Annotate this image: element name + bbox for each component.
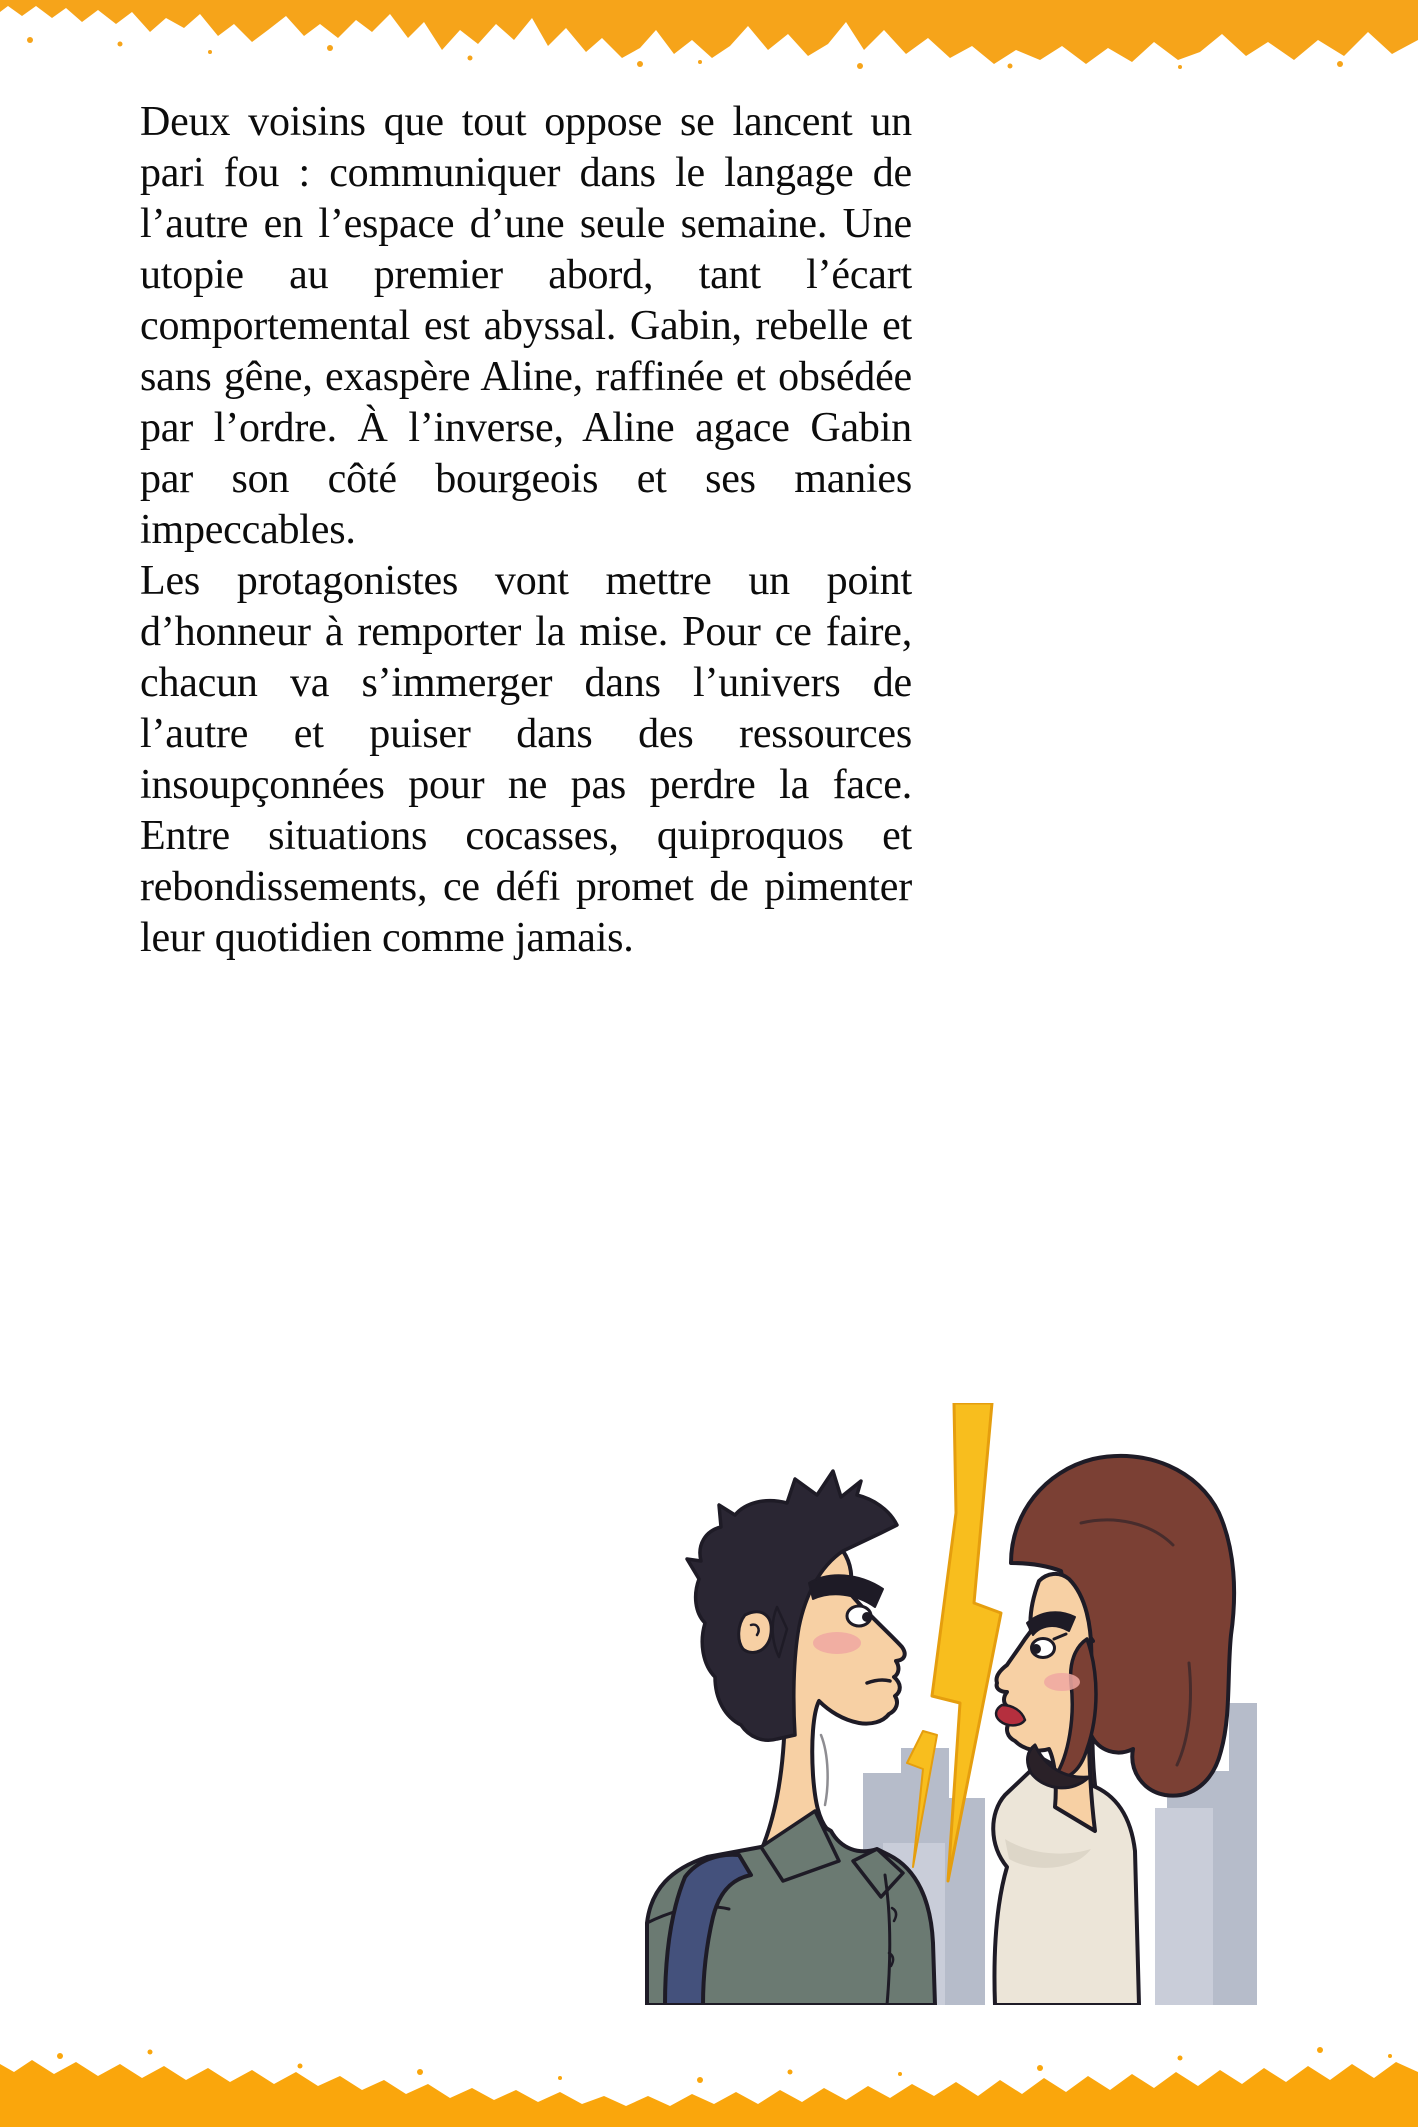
synopsis-text-block: [140, 97, 912, 964]
lightning-bolt-icon: [907, 1403, 1001, 1881]
bottom-brush-stroke: [0, 2060, 1418, 2127]
man-ear: [739, 1612, 771, 1653]
synopsis-paragraph-1: Deux voisins que tout oppose se lancent un pari fou : communiquer dans le langage de l’autre en l’espace d’une seule semaine. Une utopie au premier abord, tant l’écart comportemental est abyssal. Gabin, rebelle et sans gêne, exaspère Aline, raffinée et obsédée par l’ordre. À l’inverse, Aline agace Gabin par son côté bourgeois et ses manies impeccables.: [140, 99, 912, 553]
top-brush-border: [0, 0, 1418, 70]
top-brush-stroke: [0, 0, 1418, 64]
man-blush: [813, 1632, 861, 1654]
synopsis-paragraph-2: Les protagonistes vont mettre un point d’honneur à remporter la mise. Pour ce faire, chacun va s’immerger dans l’univers de l’autre et puiser dans des ressources insoupçonnées pour ne pas perdre la face. Entre situations cocasses, quiproquos et rebondissements, ce défi promet de pimenter leur quotidien comme jamais.: [140, 558, 912, 961]
woman-blush: [1044, 1673, 1080, 1691]
man-character: [647, 1471, 935, 2005]
bottom-brush-border: [0, 2032, 1418, 2127]
characters-illustration: [645, 1403, 1257, 2005]
